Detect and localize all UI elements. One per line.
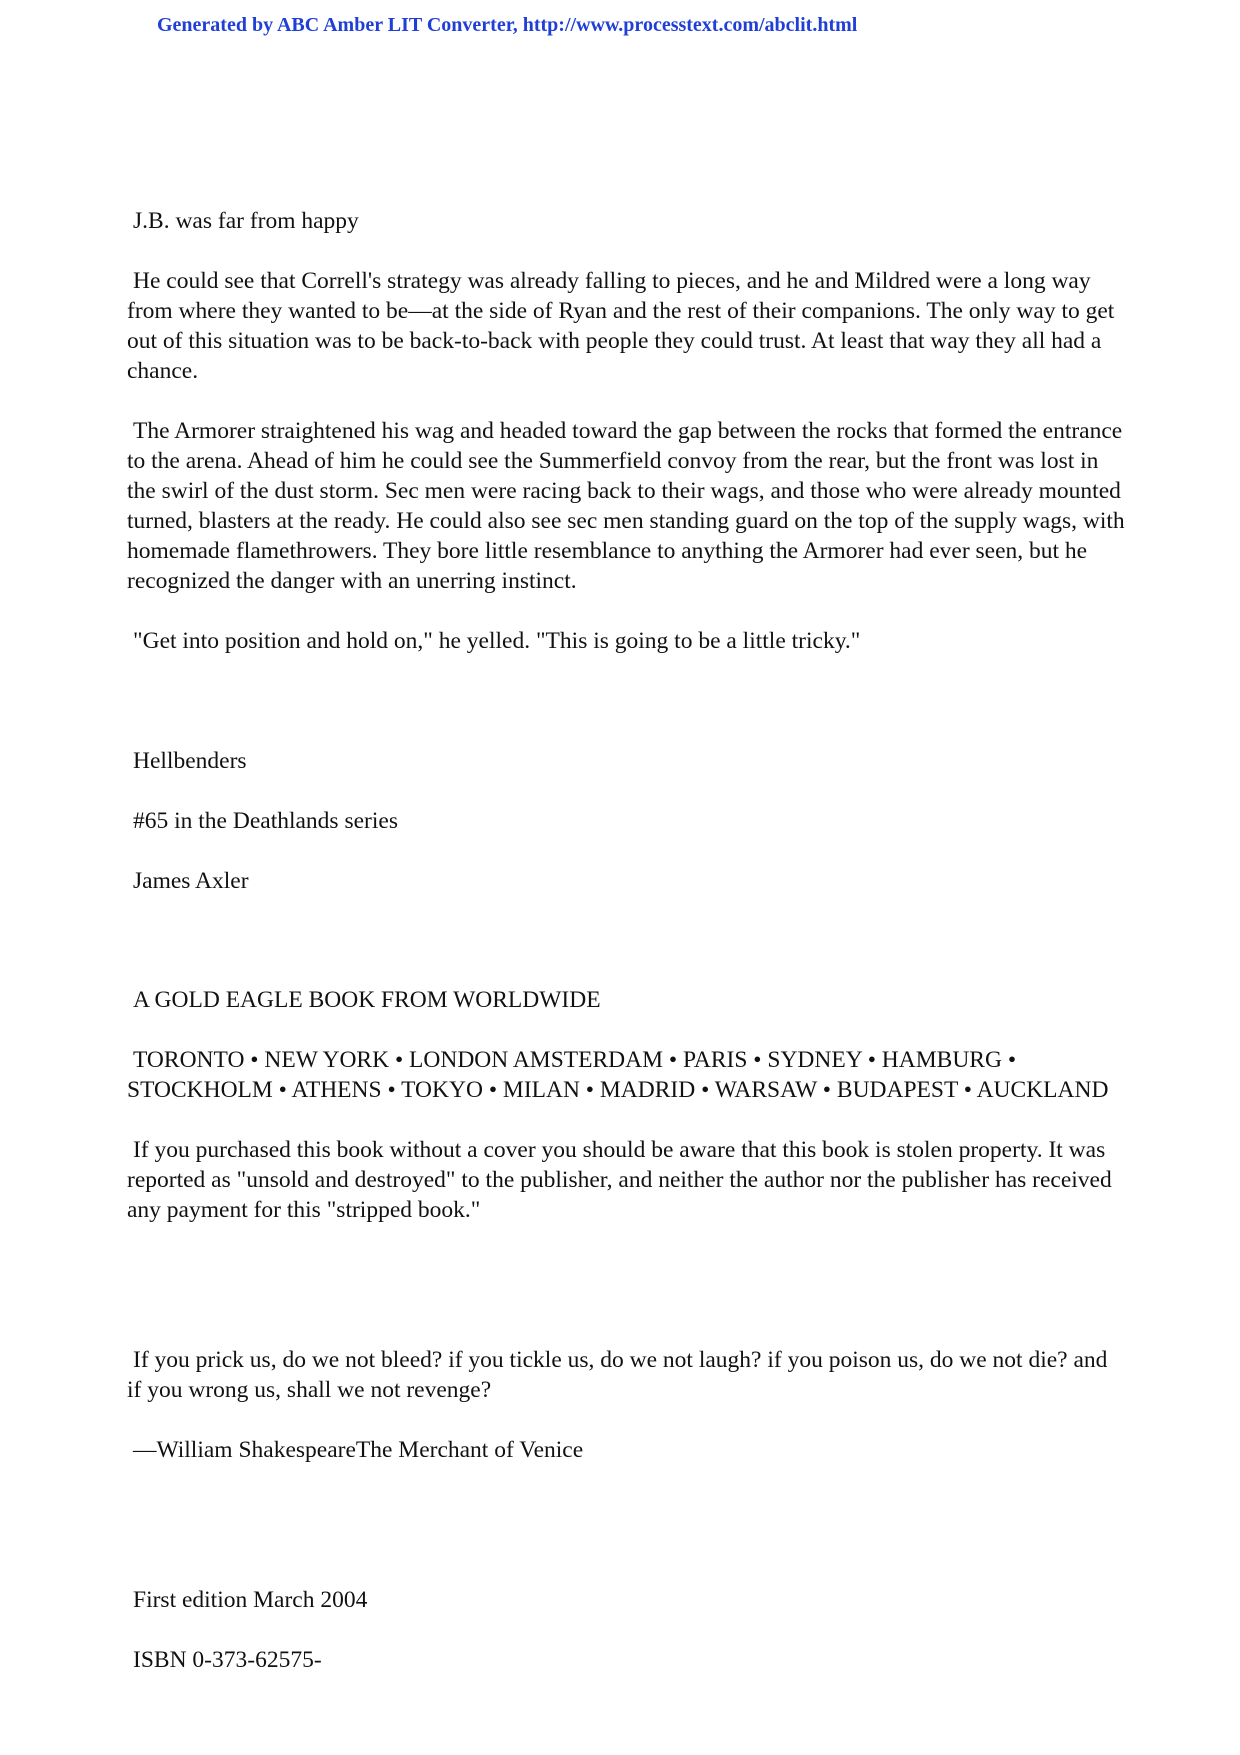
publisher-imprint: A GOLD EAGLE BOOK FROM WORLDWIDE	[133, 987, 601, 1013]
epigraph-attribution: —William ShakespeareThe Merchant of Venice	[133, 1437, 584, 1463]
isbn-line: ISBN 0-373-62575-	[133, 1647, 322, 1673]
excerpt-paragraph-1: He could see that Correll's strategy was already falling to pieces, and he and Mildred were a long way from where they wanted to be—at the side of Ryan and the rest of their companions. The only way to get out of this situation was to be back-to-back with people they could trust. At least that way they all had a chance.	[127, 268, 1115, 384]
spacer	[127, 1495, 1127, 1585]
spacer	[127, 926, 1127, 985]
excerpt-paragraph-2: The Armorer straightened his wag and headed toward the gap between the rocks that formed the entrance to the arena. Ahead of him he could see the Summerfield convoy from the rear, but the front was lost in the swirl of the dust storm. Sec men were racing back to their wags, and those who were already mounted turned, blasters at the ready. He could also see sec men standing guard on the top of the supply wags, with homemade flamethrowers. They bore little resemblance to anything the Armorer had ever seen, but he recognized the danger with an unerring instinct.	[127, 418, 1125, 594]
converter-banner-link[interactable]: Generated by ABC Amber LIT Converter, http://www.processtext.com/abclit.html	[157, 14, 858, 36]
epigraph-quote: If you prick us, do we not bleed? if you tickle us, do we not laugh? if you poison us, do we not die? and if you wrong us, shall we not revenge?	[127, 1347, 1108, 1403]
publisher-cities: TORONTO • NEW YORK • LONDON AMSTERDAM • PARIS • SYDNEY • HAMBURG • STOCKHOLM • ATHENS • TOKYO • MILAN • MADRID • WARSAW • BUDAPEST • AUCKLAND	[127, 1047, 1109, 1103]
spacer	[127, 686, 1127, 746]
spacer	[127, 1255, 1127, 1345]
excerpt-dialogue: "Get into position and hold on," he yelled. "This is going to be a little tricky."	[133, 628, 861, 654]
book-title: Hellbenders	[133, 748, 247, 774]
first-edition-line: First edition March 2004	[133, 1587, 368, 1613]
book-author: James Axler	[133, 868, 249, 894]
excerpt-title-line: J.B. was far from happy	[133, 208, 359, 234]
document-body	[127, 206, 1127, 1705]
book-series: #65 in the Deathlands series	[133, 808, 398, 834]
stripped-book-notice: If you purchased this book without a cover you should be aware that this book is stolen property. It was reported as "unsold and destroyed" to the publisher, and neither the author nor the publisher has received any payment for this "stripped book."	[127, 1137, 1112, 1223]
